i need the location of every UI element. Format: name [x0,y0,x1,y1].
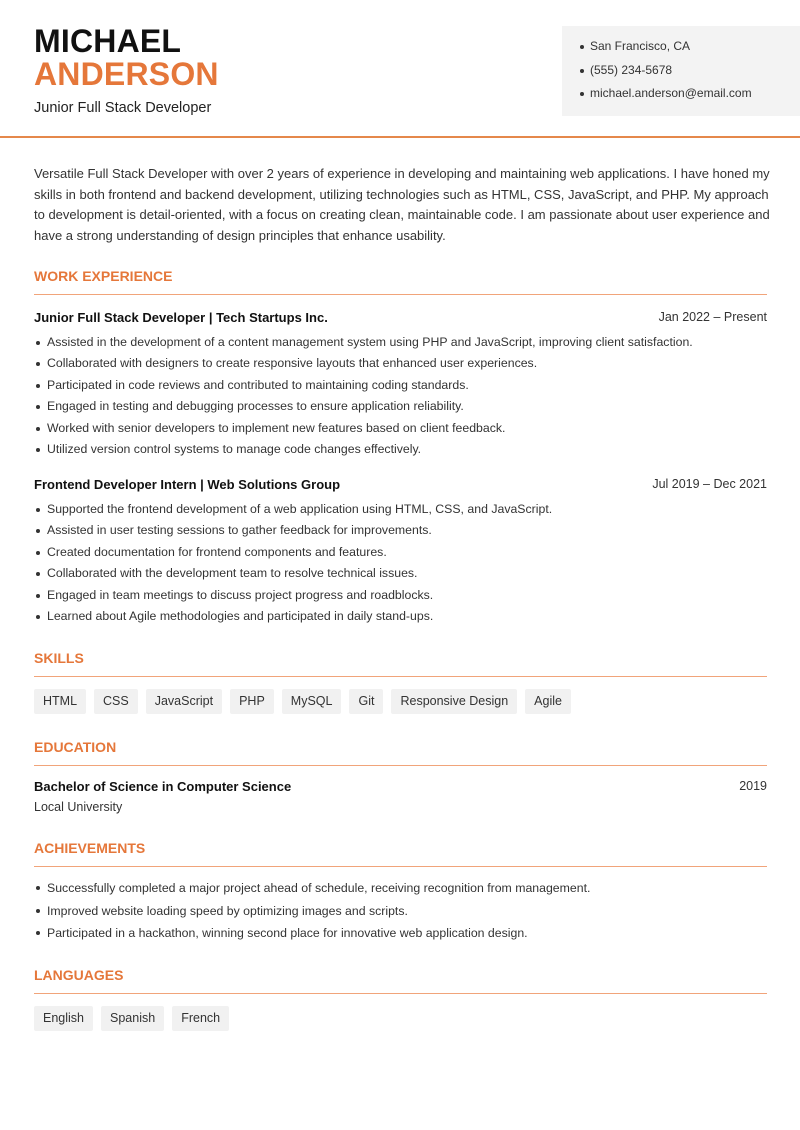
contact-location: San Francisco, CA [580,38,800,62]
skill-tag: Agile [525,689,571,714]
list-item: Supported the frontend development of a web application using HTML, CSS, and JavaScript. [34,499,774,520]
skill-tag: JavaScript [146,689,222,714]
first-name: MICHAEL [34,23,182,59]
contact-phone: (555) 234-5678 [580,62,800,86]
languages-tags [34,1006,229,1031]
education-year: 2019 [739,779,767,793]
job-role: Frontend Developer Intern | Web Solutions Group [34,477,341,492]
list-item: Learned about Agile methodologies and participated in daily stand-ups. [34,606,774,627]
section-title-skills: SKILLS [34,650,767,677]
language-tag: French [172,1006,229,1031]
language-tag: Spanish [101,1006,164,1031]
job-date: Jan 2022 – Present [658,310,767,324]
list-item: Engaged in testing and debugging processes to ensure application reliability. [34,396,774,417]
contact-box [562,26,800,116]
job-header [34,310,767,328]
resume-header [0,0,800,138]
list-item: Utilized version control systems to manage code changes effectively. [34,439,774,460]
skill-tag: CSS [94,689,138,714]
list-item: Collaborated with the development team to resolve technical issues. [34,563,774,584]
job-date: Jul 2019 – Dec 2021 [652,477,767,491]
list-item: Participated in code reviews and contributed to maintaining coding standards. [34,375,774,396]
section-title-languages: LANGUAGES [34,967,767,994]
list-item: Created documentation for frontend components and features. [34,542,774,563]
education-school: Local University [34,800,123,814]
job-bullets [34,332,774,460]
skill-tag: Git [349,689,383,714]
list-item: Assisted in the development of a content management system using PHP and JavaScript, improving client satisfaction. [34,332,774,353]
list-item: Worked with senior developers to implement new features based on client feedback. [34,418,774,439]
skill-tag: PHP [230,689,274,714]
list-item: Participated in a hackathon, winning second place for innovative web application design. [34,922,794,945]
section-title-achievements: ACHIEVEMENTS [34,840,767,867]
skill-tag: HTML [34,689,86,714]
list-item: Engaged in team meetings to discuss project progress and roadblocks. [34,585,774,606]
list-item: Collaborated with designers to create responsive layouts that enhanced user experiences. [34,353,774,374]
job-bullets [34,499,774,627]
section-title-education: EDUCATION [34,739,767,766]
list-item: Improved website loading speed by optimizing images and scripts. [34,900,794,923]
last-name: ANDERSON [34,56,219,92]
section-title-work: WORK EXPERIENCE [34,268,767,295]
contact-email: michael.anderson@email.com [580,85,800,109]
language-tag: English [34,1006,93,1031]
education-degree: Bachelor of Science in Computer Science [34,779,292,794]
list-item: Successfully completed a major project ahead of schedule, receiving recognition from management. [34,877,794,900]
achievements-list [34,877,794,945]
job-header [34,477,767,495]
job-role: Junior Full Stack Developer | Tech Startups Inc. [34,310,328,325]
skill-tag: MySQL [282,689,342,714]
summary-paragraph: Versatile Full Stack Developer with over 2 years of experience in developing and maintaining web applications. I have honed my skills in both frontend and backend development, utilizing technologies such as HTML, CSS, JavaScript, and PHP. My approach to development is detail-oriented, with a focus on creating clean, maintainable code. I am passionate about user experience and have a strong understanding of design principles that enhance usability. [34,166,770,244]
skills-tags [34,689,571,714]
skill-tag: Responsive Design [391,689,517,714]
job-title: Junior Full Stack Developer [34,100,212,116]
list-item: Assisted in user testing sessions to gather feedback for improvements. [34,520,774,541]
